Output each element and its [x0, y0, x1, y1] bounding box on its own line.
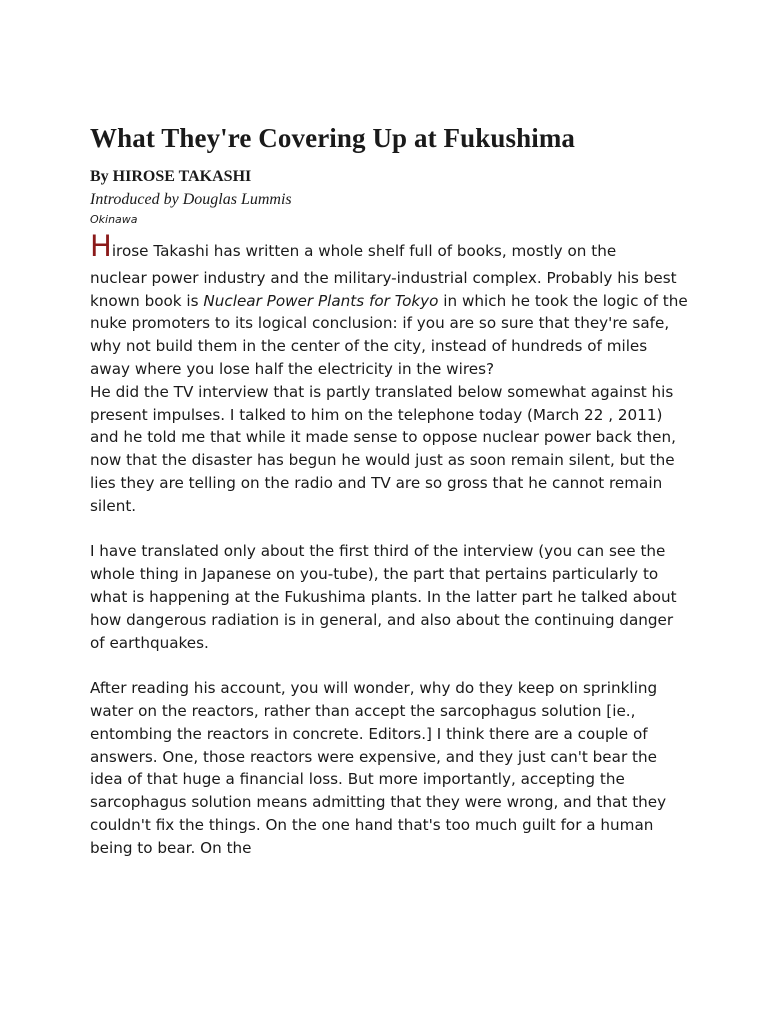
paragraph-1-text-b: in which he took the logic of the nuke promoters to its logical conclusion: if you are so sure that they're safe, why not build them in the center of the city, instead of hundreds of miles away where you lose half the electricity in the wires?	[90, 291, 688, 378]
drop-cap: H	[90, 229, 112, 263]
paragraph-4: After reading his account, you will wonder, why do they keep on sprinkling water on the reactors, rather than accept the sarcophagus solution [ie., entombing the reactors in concrete. Editors.] I think there are a couple of answers. One, those reactors were expensive, and they just can't bear the idea of that huge a financial loss. But more importantly, accepting the sarcophagus solution means admitting that they were wrong, and that they couldn't fix the things. On the one hand that's too much guilt for a human being to bear. On the	[90, 679, 667, 857]
paragraph-2: He did the TV interview that is partly translated below somewhat against his present impulses. I talked to him on the telephone today (March 22 , 2011) and he told me that while it made sense to oppose nuclear power back then, now that the disaster has begun he would just as soon remain silent, but the lies they are telling on the radio and TV are so gross that he cannot remain silent.	[90, 382, 676, 515]
introduced-by: Introduced by Douglas Lummis	[90, 191, 292, 208]
book-title: Nuclear Power Plants for Tokyo	[203, 291, 439, 310]
paragraph-3: I have translated only about the first third of the interview (you can see the whole thing in Japanese on you-tube), the part that pertains particularly to what is happening at the Fukushima plants. In the latter part he talked about how dangerous radiation is in general, and also about the continuing danger of earthquakes.	[90, 542, 677, 652]
paragraph-gap	[90, 654, 690, 677]
paragraph-1-line-1: irose Takashi has written a whole shelf full of books, mostly on the	[111, 242, 617, 260]
paragraph-1	[90, 229, 690, 381]
paragraph-gap	[90, 518, 690, 541]
paragraph-1-first-line	[90, 229, 617, 263]
paragraph-1-text-a: nuclear power industry and the military-industrial complex. Probably his best known book is	[90, 268, 677, 310]
article	[90, 116, 690, 860]
location: Okinawa	[90, 213, 138, 226]
byline: By HIROSE TAKASHI	[90, 168, 252, 185]
article-title: What They're Covering Up at Fukushima	[90, 123, 576, 153]
